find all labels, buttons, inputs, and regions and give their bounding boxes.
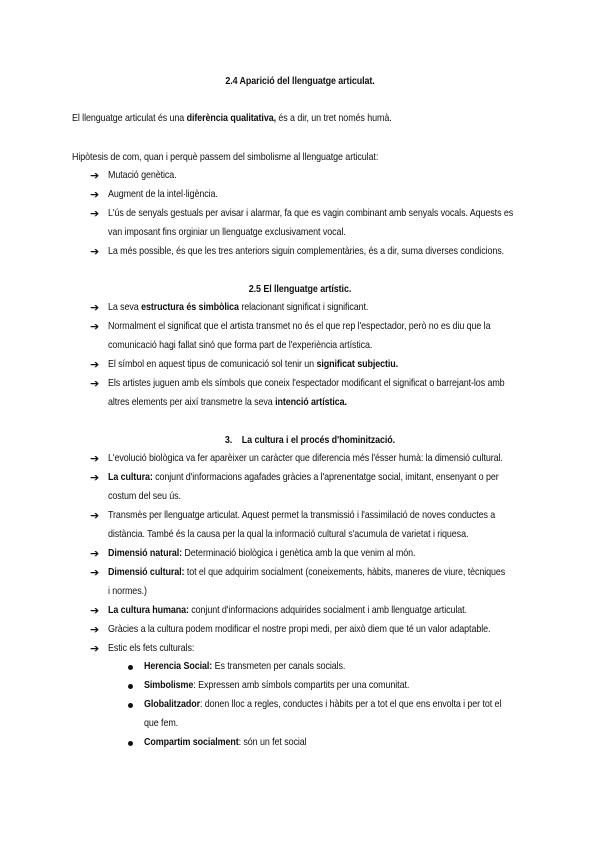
- arrow-icon: ➔: [90, 169, 100, 182]
- list-item: Dimensió cultural: tot el que adquirim socialment (coneixements, hàbits, maneres de viure, tècniques: [108, 567, 506, 578]
- bullet-icon: [128, 741, 133, 746]
- hypotheses-lead: Hipòtesis de com, quan i perquè passem del simbolisme al llenguatge articulat:: [72, 152, 379, 163]
- arrow-icon: ➔: [90, 301, 100, 314]
- list-item: Augment de la intel·ligència.: [108, 189, 218, 200]
- section-title-3: 3. La cultura i el procés d'hominització.: [224, 435, 396, 446]
- list-item: Els artistes juguen amb els símbols que coneix l'espectador modificant el significat o barrejant-los amb: [108, 378, 505, 389]
- list-item-continuation: costum del seu ús.: [108, 491, 181, 502]
- list-item-continuation: i normes.): [108, 586, 147, 597]
- arrow-icon: ➔: [90, 358, 100, 371]
- sub-list-item: Herencia Social: Es transmeten per canals socials.: [144, 661, 346, 672]
- arrow-icon: ➔: [90, 642, 100, 655]
- list-item-continuation: comunicació hagi fallat sinó que forma part de l'experiència artística.: [108, 340, 373, 351]
- arrow-icon: ➔: [90, 452, 100, 465]
- list-item: Normalment el significat que el artista transmet no és el que rep l'espectador, però no es diu que la: [108, 321, 491, 332]
- bullet-icon: [128, 665, 133, 670]
- arrow-icon: ➔: [90, 320, 100, 333]
- arrow-icon: ➔: [90, 604, 100, 617]
- list-item: Transmès per llenguatge articulat. Aquest permet la transmissió i l'assimilació de noves conductes a: [108, 510, 496, 521]
- sub-list-item-continuation: que fem.: [144, 718, 179, 729]
- list-item: Mutació genètica.: [108, 170, 177, 181]
- list-item: Dimensió natural: Determinació biològica i genètica amb la que venim al món.: [108, 548, 416, 559]
- list-item-continuation: van imposant fins orginiar un llenguatge exclusivament vocal.: [108, 227, 346, 238]
- arrow-icon: ➔: [90, 547, 100, 560]
- arrow-icon: ➔: [90, 245, 100, 258]
- bullet-icon: [128, 703, 133, 708]
- list-item: L'evolució biològica va fer aparèixer un caràcter que diferencia més l'ésser humà: la dimensió cultural.: [108, 453, 503, 464]
- section-title-2-4: 2.4 Aparició del llenguatge articulat.: [225, 76, 375, 87]
- list-item: La seva estructura és simbòlica relacionant significat i significant.: [108, 302, 369, 313]
- list-item: Gràcies a la cultura podem modificar el nostre propi medi, per això diem que té un valor adaptable.: [108, 624, 491, 635]
- list-item: L'ús de senyals gestuals per avisar i alarmar, fa que es vagin combinant amb senyals vocals. Aquests es: [108, 208, 514, 219]
- arrow-icon: ➔: [90, 188, 100, 201]
- bullet-icon: [128, 684, 133, 689]
- section-title-2-5: 2.5 El llenguatge artístic.: [248, 284, 352, 295]
- arrow-icon: ➔: [90, 471, 100, 484]
- arrow-icon: ➔: [90, 377, 100, 390]
- list-item-continuation: distància. També és la causa per la qual la informació cultural s'acumula de varietat i riquesa.: [108, 529, 469, 540]
- sub-list-item: Globalitzador: donen lloc a regles, conductes i hàbits per a tot el que ens envolta i per tot el: [144, 699, 502, 710]
- intro-paragraph: El llenguatge articulat és una diferència qualitativa, és a dir, un tret només humà.: [72, 113, 392, 124]
- sub-list-item: Simbolisme: Expressen amb símbols compartits per una comunitat.: [144, 680, 410, 691]
- arrow-icon: ➔: [90, 207, 100, 220]
- list-item: La més possible, és que les tres anteriors siguin complementàries, és a dir, suma diverses condicions.: [108, 246, 505, 257]
- list-item: Estic els fets culturals:: [108, 643, 195, 654]
- arrow-icon: ➔: [90, 566, 100, 579]
- sub-list-item: Compartim socialment: són un fet social: [144, 737, 307, 748]
- list-item: El símbol en aquest tipus de comunicació sol tenir un significat subjectiu.: [108, 359, 399, 370]
- arrow-icon: ➔: [90, 623, 100, 636]
- list-item: La cultura humana: conjunt d'informacions adquirides socialment i amb llenguatge articulat.: [108, 605, 467, 616]
- list-item-continuation: altres elements per així transmetre la seva intenció artística.: [108, 397, 347, 408]
- arrow-icon: ➔: [90, 509, 100, 522]
- list-item: La cultura: conjunt d'informacions agafades gràcies a l'aprenentatge social, imitant, ensenyant o per: [108, 472, 499, 483]
